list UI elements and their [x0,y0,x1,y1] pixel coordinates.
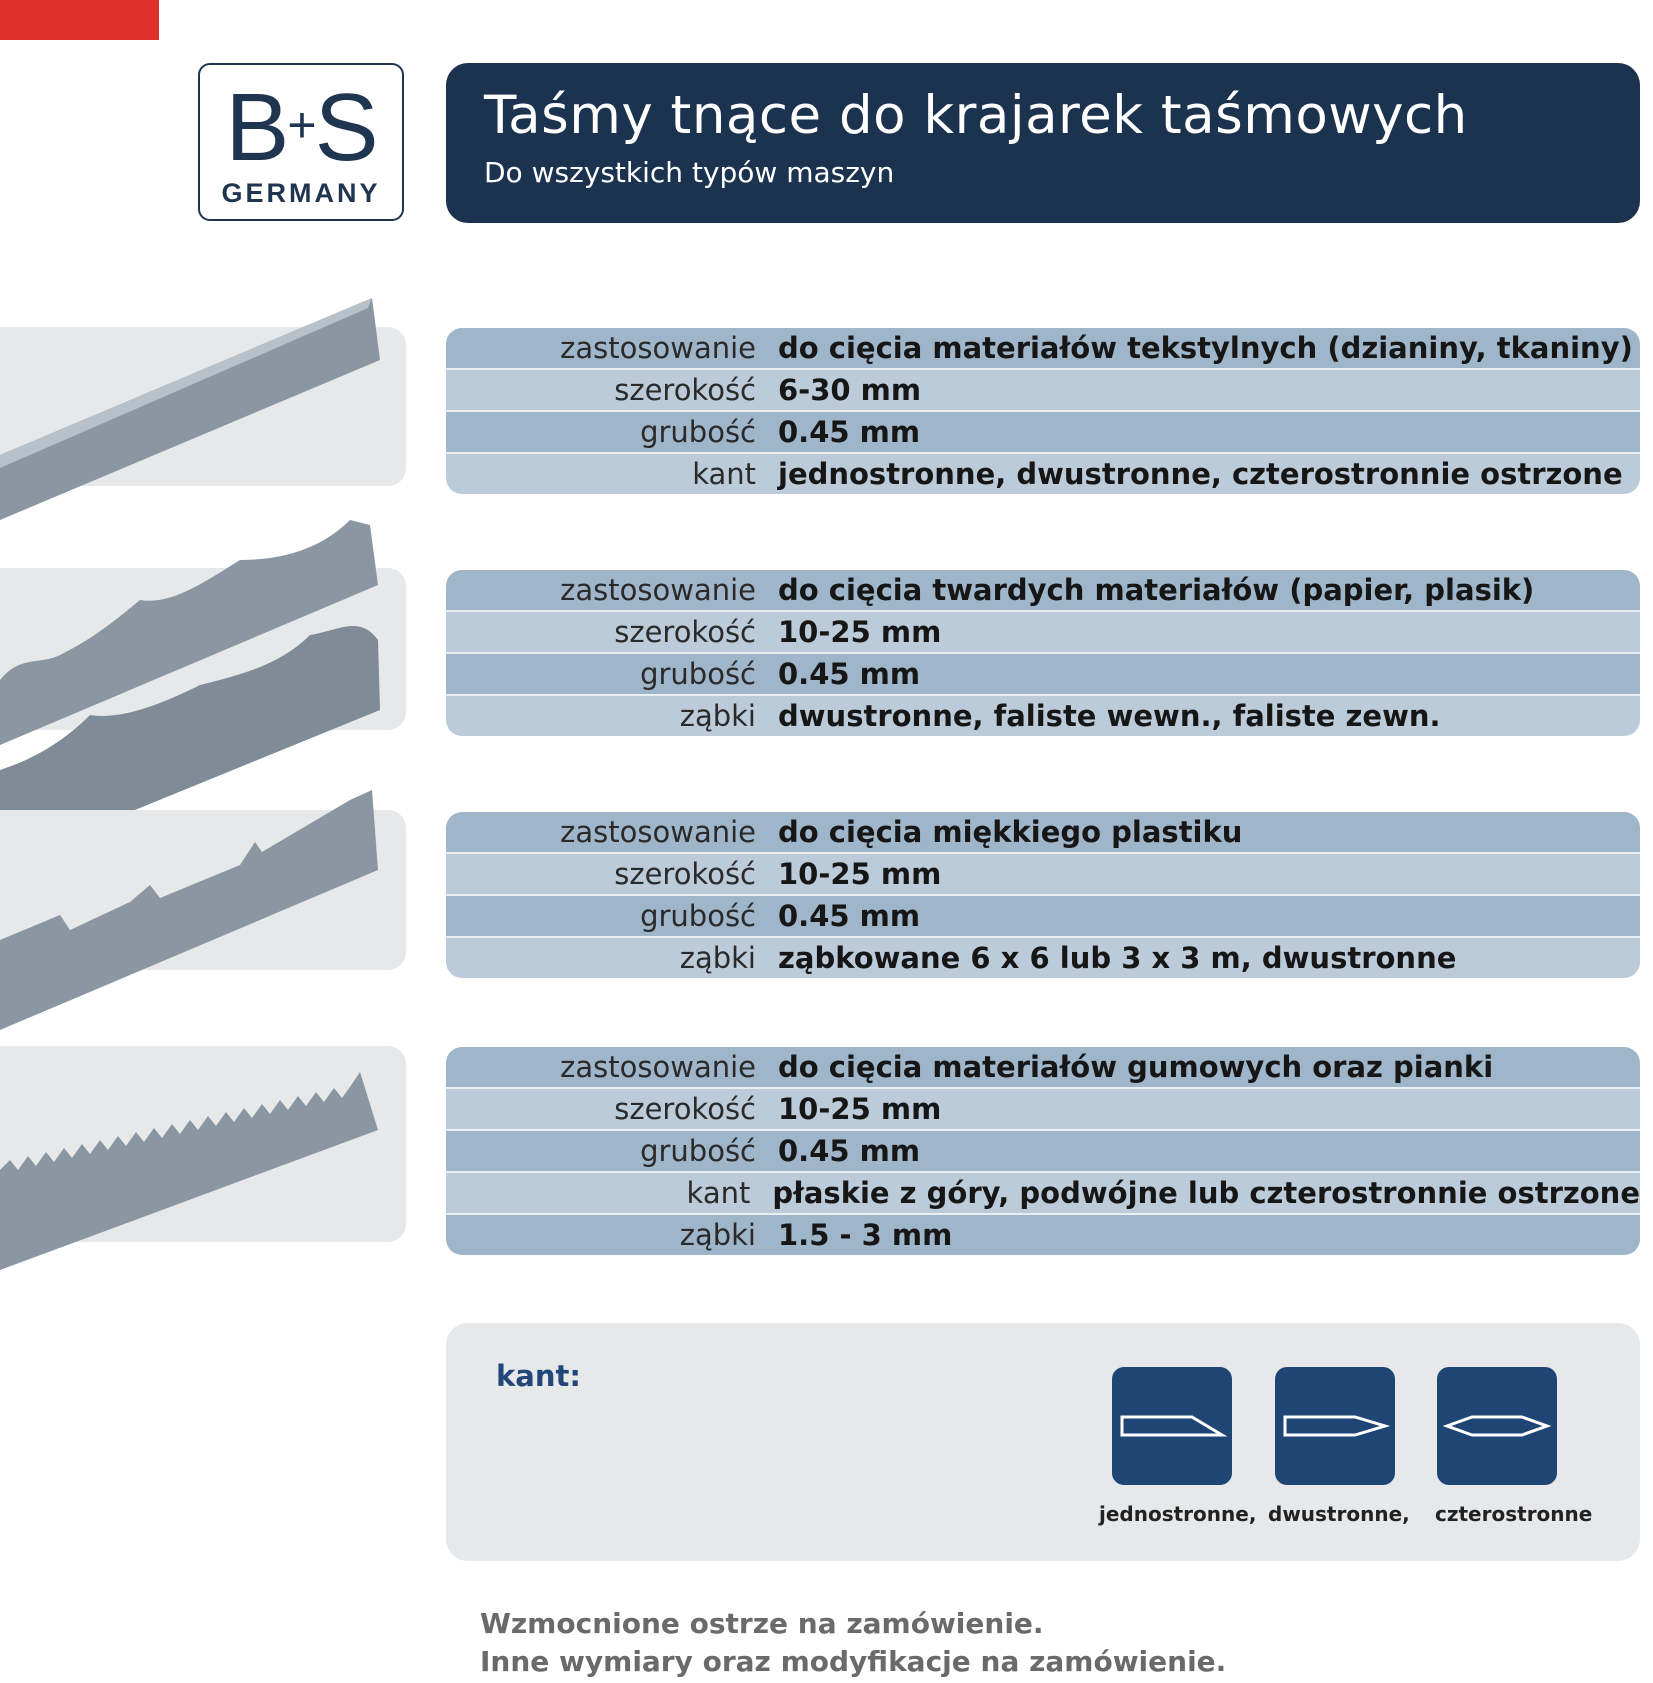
spec-value: 10-25 mm [778,857,942,891]
spec-label: ząbki [679,699,756,733]
spec-label: grubość [640,899,756,933]
spec-label: szerokość [614,615,756,649]
spec-value: do cięcia twardych materiałów (papier, plasik) [778,573,1535,607]
spec-label: zastosowanie [560,573,756,607]
spec-value: 6-30 mm [778,373,922,407]
spec-table-4 [446,1047,1640,1255]
spec-value: 1.5 - 3 mm [778,1218,953,1252]
spec-row [446,1215,1640,1255]
footer-line: Inne wymiary oraz modyfikacje na zamówienie. [480,1645,1227,1678]
spec-value: 0.45 mm [778,657,921,691]
spec-row [446,1047,1640,1089]
spec-label: zastosowanie [560,331,756,365]
spec-row [446,370,1640,412]
spec-row [446,1173,1640,1215]
double-bevel-edge-icon [1275,1367,1395,1485]
single-bevel-edge-icon [1112,1367,1232,1485]
spec-value: do cięcia miękkiego plastiku [778,815,1243,849]
spec-value: 10-25 mm [778,615,942,649]
spec-value: 0.45 mm [778,415,921,449]
edge-caption: czterostronne [1435,1502,1593,1526]
toothed-blade-image [0,1020,420,1320]
spec-label: kant [686,1176,751,1210]
spec-table-3 [446,812,1640,978]
edge-caption: dwustronne, [1268,1502,1410,1526]
page-subtitle: Do wszystkich typów maszyn [484,156,895,189]
spec-label: ząbki [679,1218,756,1252]
spec-value: płaskie z góry, podwójne lub czterostronnie ostrzone [772,1176,1640,1210]
spec-label: ząbki [679,941,756,975]
spec-label: szerokość [614,1092,756,1126]
footer-note [480,1605,1226,1681]
spec-row [446,812,1640,854]
spec-label: szerokość [614,857,756,891]
edge-caption: jednostronne, [1099,1502,1257,1526]
spec-label: grubość [640,657,756,691]
spec-row [446,654,1640,696]
spec-value: jednostronne, dwustronne, czterostronnie ostrzone [778,457,1623,491]
spec-label: szerokość [614,373,756,407]
kant-legend [446,1323,1640,1561]
spec-label: zastosowanie [560,815,756,849]
footer-line: Wzmocnione ostrze na zamówienie. [480,1607,1044,1640]
spec-value: do cięcia materiałów tekstylnych (dzianiny, tkaniny) [778,331,1633,365]
spec-value: 0.45 mm [778,899,921,933]
spec-value: do cięcia materiałów gumowych oraz pianki [778,1050,1494,1084]
spec-row [446,328,1640,370]
spec-label: grubość [640,415,756,449]
straight-blade-image [0,290,420,540]
logo-subtitle: GERMANY [221,178,381,208]
spec-row [446,896,1640,938]
spec-row [446,454,1640,494]
spec-row [446,938,1640,978]
spec-row [446,612,1640,654]
kant-legend-label: kant: [496,1359,581,1393]
spec-row [446,696,1640,736]
brand-logo [198,63,404,221]
spec-row [446,1131,1640,1173]
spec-table-1 [446,328,1640,494]
spec-value: 0.45 mm [778,1134,921,1168]
red-accent-bar [0,0,159,40]
page-header [446,63,1640,223]
spec-row [446,854,1640,896]
spec-row [446,570,1640,612]
spec-label: grubość [640,1134,756,1168]
page-title: Taśmy tnące do krajarek taśmowych [484,85,1468,146]
spec-label: zastosowanie [560,1050,756,1084]
spec-row [446,1089,1640,1131]
spec-value: ząbkowane 6 x 6 lub 3 x 3 m, dwustronne [778,941,1457,975]
notched-blade-image [0,790,420,1040]
spec-value: 10-25 mm [778,1092,942,1126]
wavy-blade-image [0,515,420,835]
four-side-edge-icon [1437,1367,1557,1485]
spec-table-2 [446,570,1640,736]
spec-row [446,412,1640,454]
spec-label: kant [692,457,756,491]
logo-mark: B+S [225,74,377,181]
spec-value: dwustronne, faliste wewn., faliste zewn. [778,699,1441,733]
